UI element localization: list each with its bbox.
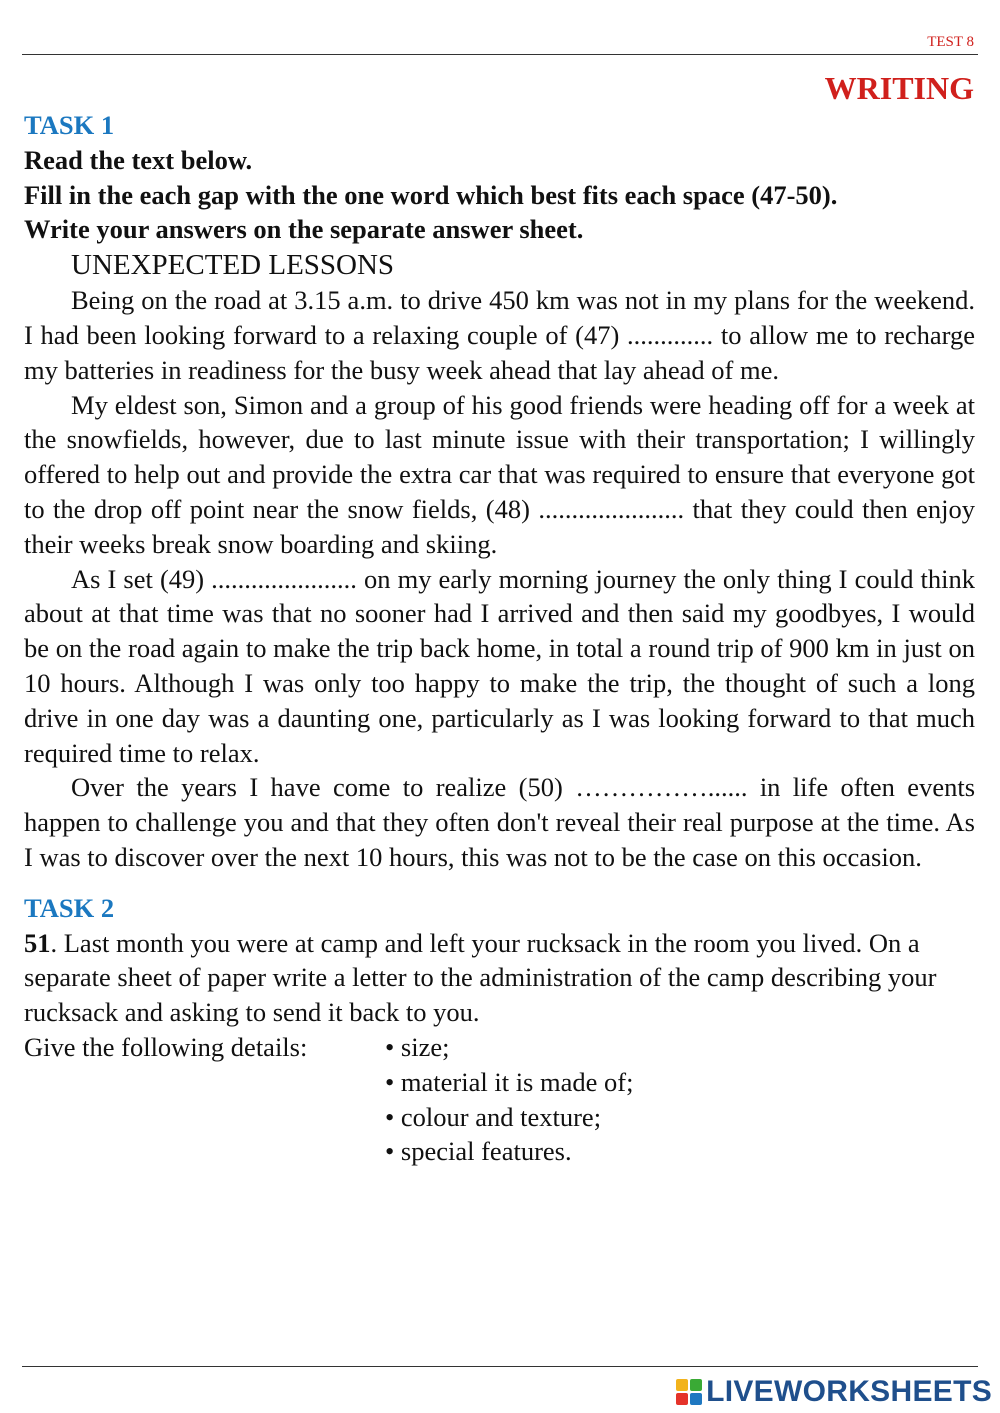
task2-prompt-text: . Last month you were at camp and left your rucksack in the room you lived. On a separate sheet of paper write a letter to the administration of the camp describing your rucksack and asking to send it back to you. (24, 927, 937, 1028)
logo-square (676, 1393, 688, 1405)
gap-48[interactable]: (48) ...................... (485, 493, 685, 524)
test-label: TEST 8 (927, 34, 974, 50)
gap-49[interactable]: (49) ...................... (159, 563, 357, 594)
paragraph-text: that they could then enjoy their weeks break snow boarding and skiing. (24, 493, 975, 559)
liveworksheets-logo[interactable] (676, 1372, 992, 1412)
detail-item: • special features. (385, 1136, 572, 1167)
task1-instruction: Read the text below. (24, 144, 253, 175)
story-title: UNEXPECTED LESSONS (71, 249, 395, 282)
page-content (24, 108, 975, 1169)
task1-heading: TASK 1 (24, 110, 115, 140)
details-label: Give the following details: (24, 1031, 308, 1062)
task2-prompt (24, 926, 975, 1030)
story-paragraph (24, 770, 975, 874)
paragraph-text: in life often events happen to challenge you and that they often don't reveal their real purpose at the time. As I was to discover over the next 10 hours, this was not to be the case on this occasion. (24, 772, 976, 872)
task1-instruction: Fill in the each gap with the one word which best fits each space (47-50). (24, 179, 838, 210)
bottom-divider (22, 1366, 978, 1367)
paragraph-text: to allow me to recharge my batteries in readiness for the busy week ahead that lay ahead of me. (24, 319, 976, 385)
story-paragraph (24, 388, 975, 562)
gap-50[interactable]: (50) ……………...... (518, 772, 748, 803)
section-title: WRITING (824, 70, 974, 106)
paragraph-text: My eldest son, Simon and a group of his good friends were heading off for a week at the snowfields, however, due to last minute issue with their transportation; I willingly offered to help out and provide the extra car that was required to ensure that everyone got to the drop off point near the snow fields, (24, 389, 975, 524)
details-list (385, 1030, 633, 1169)
logo-mark-icon (676, 1379, 702, 1405)
logo-text: LIVEWORKSHEETS (706, 1375, 992, 1408)
logo-square (690, 1379, 702, 1391)
task2-heading: TASK 2 (24, 892, 115, 923)
task2-number: 51 (24, 927, 51, 958)
detail-item: • material it is made of; (385, 1066, 634, 1097)
story-paragraph (24, 562, 975, 771)
paragraph-text: on my early morning journey the only thing I could think about at that time was that no sooner had I arrived and then said my goodbyes, I would be on the road again to make the trip back home, in total a round trip of 900 km in just on 10 hours. Although I was only too happy to make the trip, the thought of such a long drive in one day was a daunting one, particularly as I was looking forward to that much required time to relax. (24, 563, 975, 768)
paragraph-text: Over the years I have come to realize (71, 772, 519, 803)
logo-square (690, 1393, 702, 1405)
detail-item: • size; (385, 1031, 450, 1062)
paragraph-text: Being on the road at 3.15 a.m. to drive 450 km was not in my plans for the weekend. I had been looking forward to a relaxing couple of (24, 285, 975, 350)
gap-47[interactable]: (47) ............. (575, 319, 714, 350)
top-divider (22, 54, 978, 55)
paragraph-text: As I set (71, 563, 160, 594)
logo-square (676, 1379, 688, 1391)
details-block (24, 1030, 975, 1169)
story-paragraph (24, 283, 975, 387)
detail-item: • colour and texture; (385, 1101, 602, 1132)
task1-instruction: Write your answers on the separate answer sheet. (24, 214, 584, 245)
